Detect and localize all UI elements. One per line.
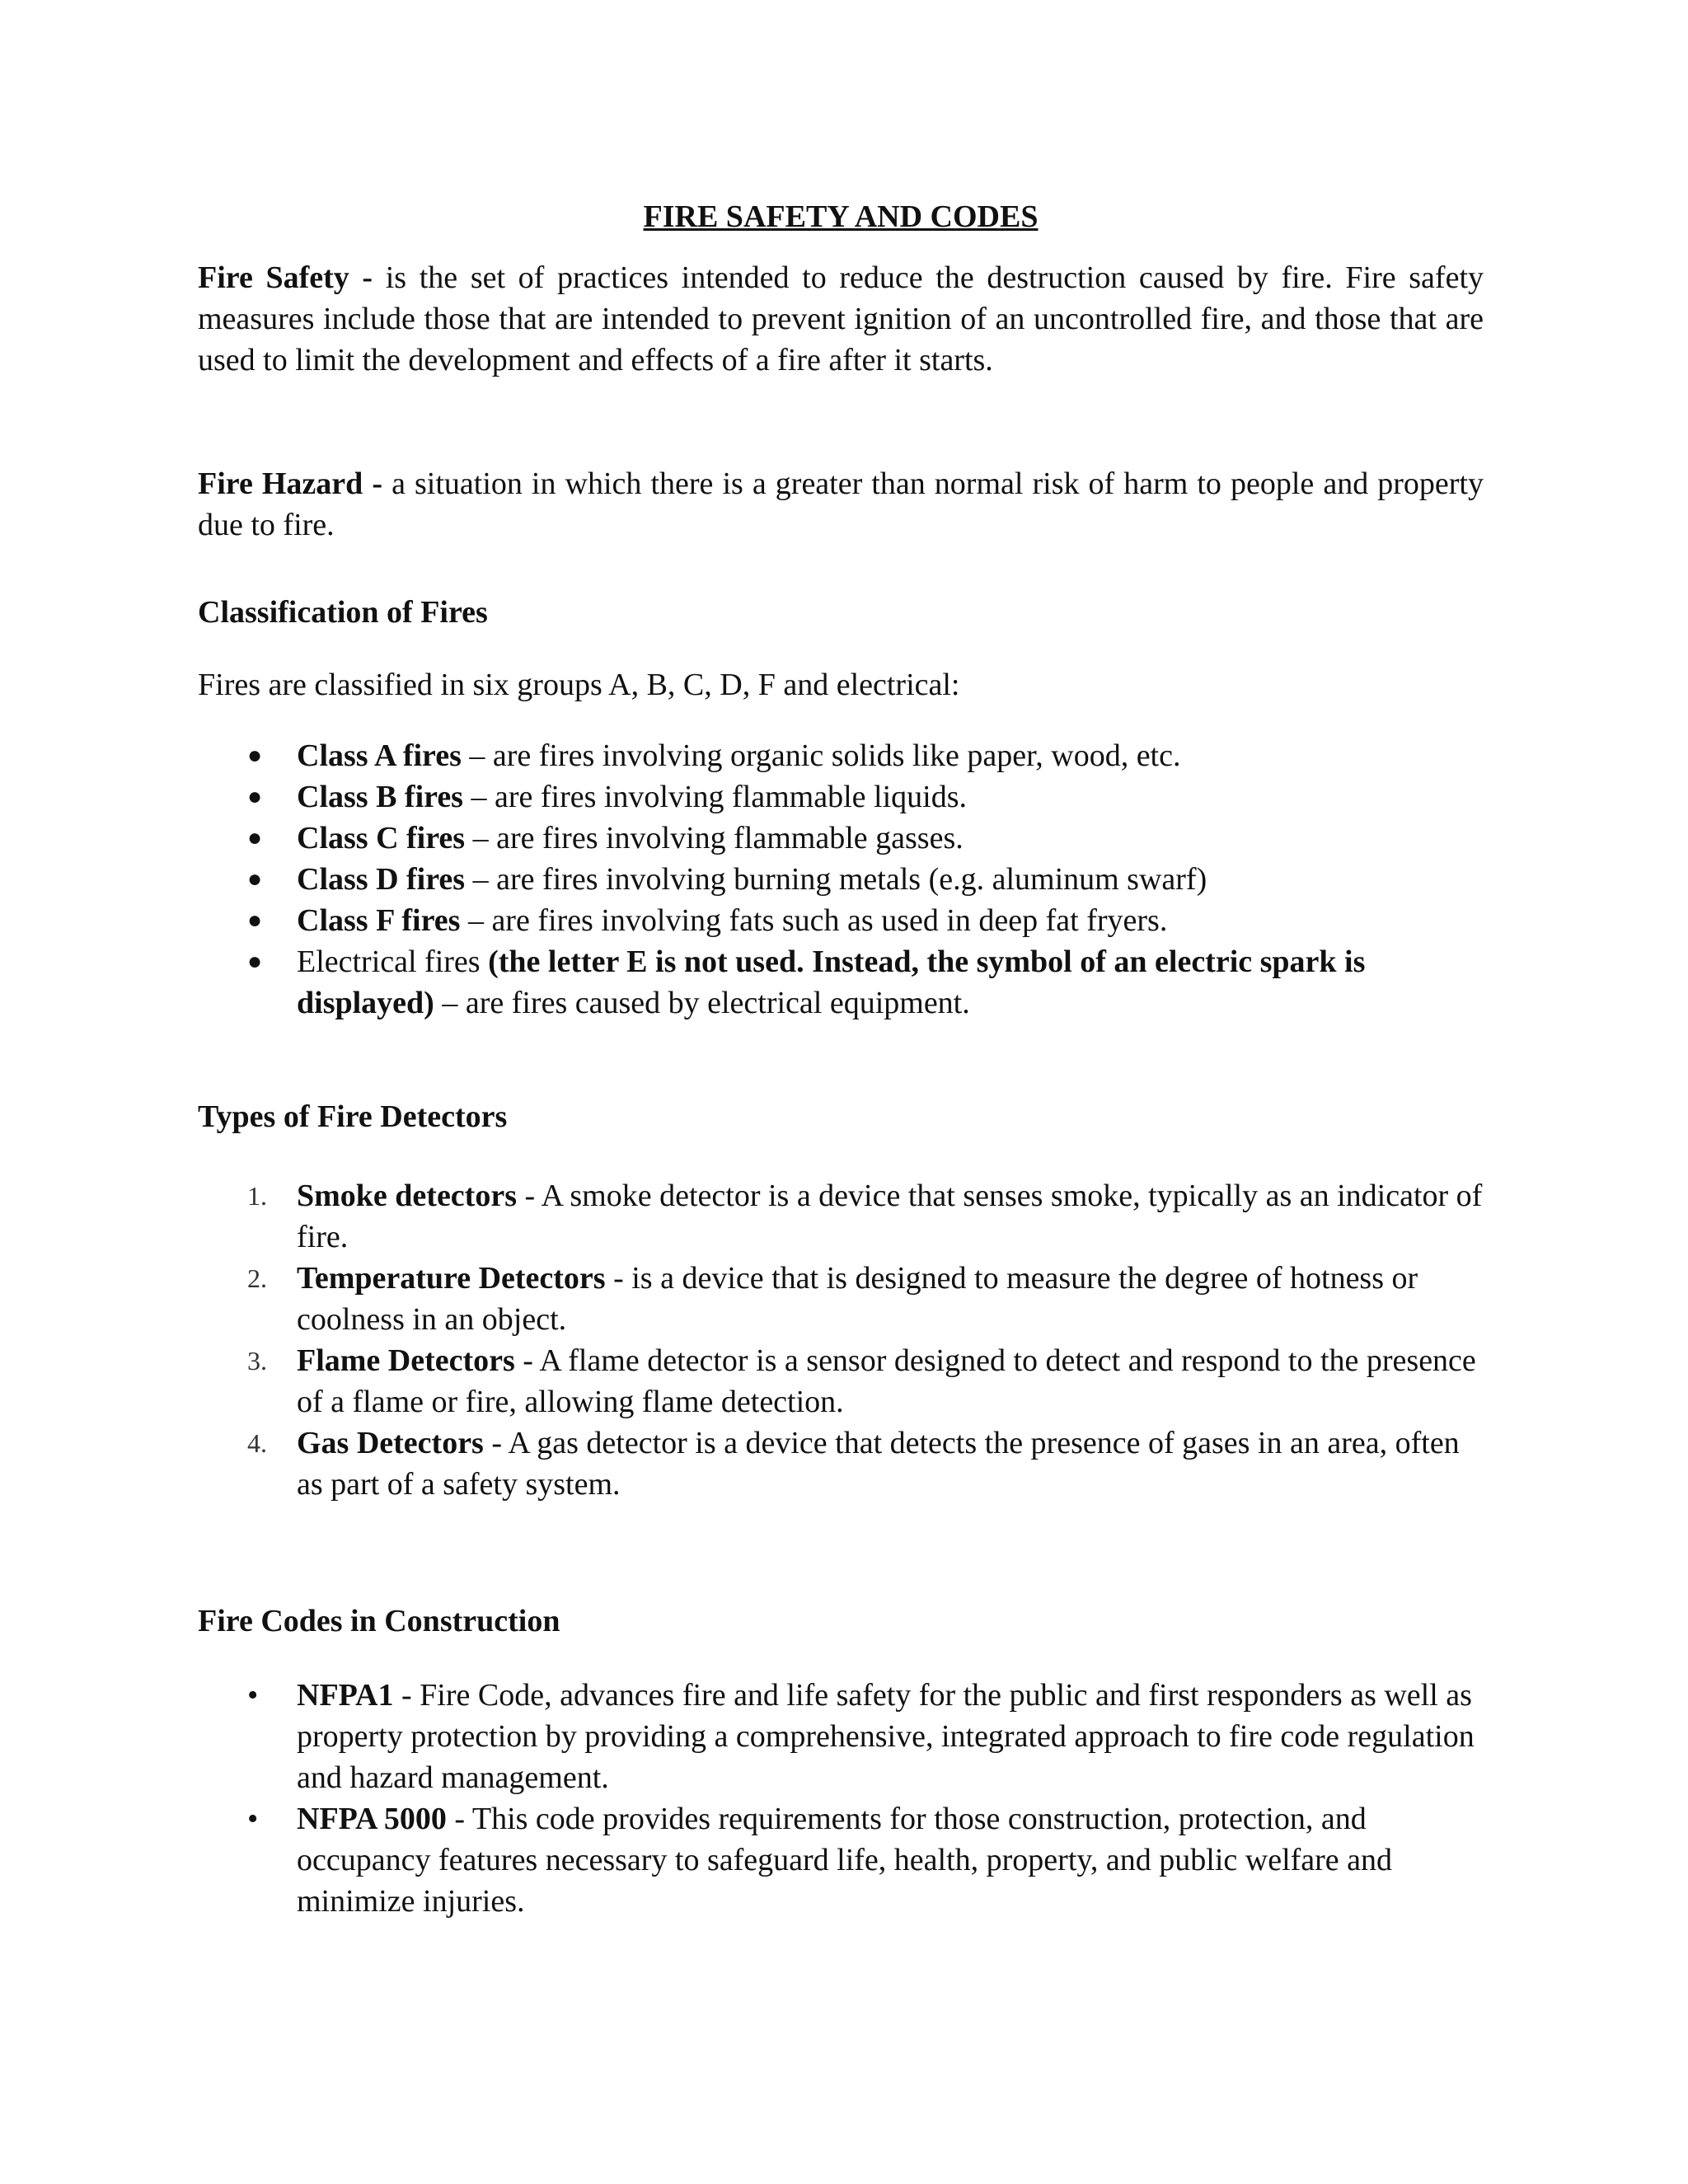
fire-safety-term: Fire Safety -: [198, 260, 373, 295]
fire-hazard-paragraph: [198, 463, 1484, 546]
detector-term: Temperature Detectors: [297, 1261, 606, 1296]
list-item: [198, 776, 1484, 818]
bullet-icon: ●: [247, 948, 263, 975]
list-number: 4.: [247, 1428, 267, 1458]
class-term: Class D fires: [297, 862, 466, 897]
detector-term: Smoke detectors: [297, 1179, 517, 1213]
detectors-list: [198, 1175, 1484, 1505]
list-item: [198, 1422, 1484, 1505]
list-item: [198, 1258, 1484, 1340]
list-item: [198, 1340, 1484, 1422]
bullet-icon: ●: [247, 742, 263, 769]
detector-text: - is a device that is designed to measure the degree of hotness or coolness in an object.: [297, 1261, 1418, 1337]
bullet-icon: ●: [247, 865, 263, 893]
bullet-icon: •: [247, 1802, 259, 1836]
fire-hazard-term: Fire Hazard -: [198, 466, 383, 501]
code-term: NFPA1: [297, 1678, 394, 1713]
list-number: 1.: [247, 1181, 267, 1211]
class-text: – are fires involving flammable liquids.: [462, 780, 967, 814]
list-item: [198, 1675, 1484, 1798]
list-number: 2.: [247, 1263, 267, 1293]
list-item: [198, 1175, 1484, 1258]
class-text: – are fires involving burning metals (e.g. aluminum swarf): [465, 862, 1207, 897]
electrical-post: – are fires caused by electrical equipment.: [434, 986, 970, 1020]
detector-text: - A gas detector is a device that detects the presence of gases in an area, often as part of a safety system.: [297, 1426, 1460, 1502]
class-text: – are fires involving fats such as used in deep fat fryers.: [460, 903, 1168, 938]
code-text: - This code provides requirements for those construction, protection, and occupancy features necessary to safeguard life, health, property, and public welfare and minimize injuries.: [297, 1802, 1393, 1919]
bullet-icon: ●: [247, 783, 263, 810]
list-number: 3.: [247, 1346, 267, 1376]
bullet-icon: •: [247, 1678, 259, 1713]
electrical-note: (the letter E is not used. Instead, the symbol of an electric spark is displayed): [297, 944, 1366, 1020]
fire-safety-paragraph: [198, 257, 1484, 381]
bullet-icon: ●: [247, 824, 263, 851]
class-term: Class A fires: [297, 738, 462, 773]
class-text: – are fires involving organic solids like paper, wood, etc.: [461, 738, 1181, 773]
detector-term: Gas Detectors: [297, 1426, 484, 1460]
code-text: - Fire Code, advances fire and life safety for the public and first responders as well as property protection by providing a comprehensive, integrated approach to fire code regulation and hazard management.: [297, 1678, 1475, 1795]
list-item: [198, 900, 1484, 941]
list-item: [198, 859, 1484, 900]
fire-safety-text: is the set of practices intended to reduce the destruction caused by fire. Fire safety measures include those that are intended to prevent ignition of an uncontrolled fire, and those that are used to limit the development and effects of a fire after it starts.: [198, 260, 1484, 377]
electrical-pre: Electrical fires: [297, 944, 489, 979]
detector-text: - A flame detector is a sensor designed to detect and respond to the presence of a flame or fire, allowing flame detection.: [297, 1343, 1476, 1419]
list-item: [198, 818, 1484, 859]
code-term: NFPA 5000: [297, 1802, 447, 1836]
codes-heading: Fire Codes in Construction: [198, 1604, 560, 1638]
fire-classes-list: [198, 735, 1484, 1024]
class-term: Class F fires: [297, 903, 461, 938]
detector-text: - A smoke detector is a device that senses smoke, typically as an indicator of fire.: [297, 1179, 1483, 1254]
list-item-electrical: [198, 941, 1484, 1024]
bullet-icon: ●: [247, 907, 263, 934]
class-text: – are fires involving flammable gasses.: [465, 821, 964, 855]
document-title: FIRE SAFETY AND CODES: [643, 199, 1039, 234]
list-item: [198, 1798, 1484, 1922]
codes-list: [198, 1675, 1484, 1922]
detector-term: Flame Detectors: [297, 1343, 515, 1378]
classification-heading: Classification of Fires: [198, 595, 488, 630]
class-term: Class B fires: [297, 780, 463, 814]
list-item: [198, 735, 1484, 776]
classification-intro: Fires are classified in six groups A, B, C, D, F and electrical:: [198, 668, 960, 702]
class-term: Class C fires: [297, 821, 466, 855]
fire-hazard-text: a situation in which there is a greater than normal risk of harm to people and property due to fire.: [198, 466, 1484, 542]
detectors-heading: Types of Fire Detectors: [198, 1099, 508, 1134]
